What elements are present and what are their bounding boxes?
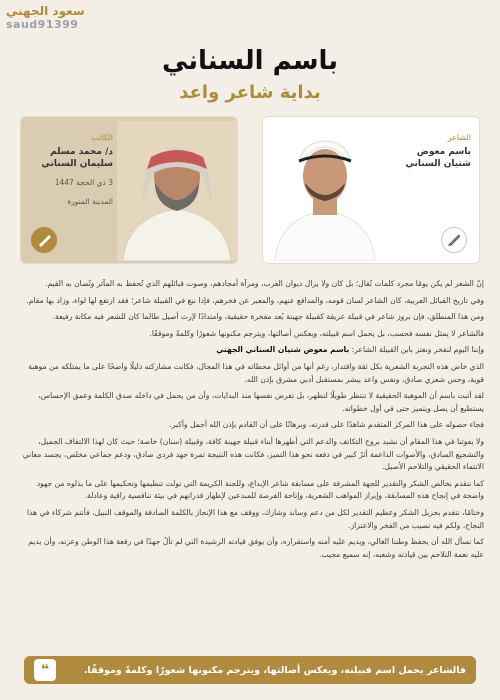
article-paragraph-11: وختامًا، نتقدم بجزيل الشكر وعظيم التقدير لكل من دعم وساند وشارك، ووقف مع هذا الإنجاز بالكلمة الصادقة والموقف النبيل، فأنتم شركاء في هذا النجاح، ولكم فيه نصيب من الفخر والاعتزاز. <box>26 507 484 530</box>
page-subtitle: بداية شاعر واعد <box>179 82 321 103</box>
writer-role: الكاتب <box>91 133 113 142</box>
pen-icon <box>31 227 57 253</box>
poet-role: الشاعر <box>447 133 471 142</box>
writer-name-line2: سليمان السناني <box>41 159 113 170</box>
poet-photo <box>265 121 385 261</box>
poet-name-line1: باسم معوض <box>416 147 471 157</box>
poet-full-name: باسم معوض شتيان السناني الجهني <box>216 345 350 355</box>
watermark-handle: saud91399 <box>6 18 79 31</box>
article-paragraph-8: فجاء حصوله على هذا المركز المتقدم شاهدًا على قدرته، وبرهانًا على أن القادم بإذن الله أجمل وأكبر. <box>169 420 484 430</box>
watermark-name: سعود الجهني <box>6 4 85 18</box>
watermark <box>6 4 85 31</box>
article-paragraph-1: إنّ الشعر لم يكن يومًا مجرد كلمات تُقال؛ بل كان ولا يزال ديوان العرب، ومرآة أمجادهم، وصوت قبائلهم الذي تُحفظ به المآثر وتُصان به القيم. <box>45 279 484 288</box>
article-paragraph-5-lead: وإننا اليوم لنفخر ونعتز بابن القبيلة الشاعر: <box>349 345 484 355</box>
writer-name-line1: د/ محمد مسلم <box>50 147 113 157</box>
writer-date: 3 ذي الحجة 1447 <box>54 178 113 188</box>
article-paragraph-7: لقد أثبت باسم أن الموهبة الحقيقية لا تنتظر طويلًا لتظهر، بل تفرض نفسها منذ البدايات، وأن من يحمل في داخله صدق الكلمة وعمق الإحساس، يستطيع أن يصل ويتميز حتى في أول خطواته. <box>38 391 484 413</box>
quote-banner <box>24 656 476 684</box>
poet-info <box>371 133 471 170</box>
quote-icon: ❝ <box>34 659 56 681</box>
article-paragraph-12: كما نسأل الله أن يحفظ وطننا الغالي، ويديم عليه أمنه واستقراره، وأن يوفق قيادته الرشيدة التي لم تألُ جهدًا في رفعة هذا الوطن وعزته، وأن يديم عليه نعمة التلاحم بين قيادته وشعبه، إنه سميع مجيب. <box>28 537 484 559</box>
writer-info <box>20 133 113 207</box>
writer-card <box>20 116 238 264</box>
article-paragraph-6: الذي خاض هذه التجربة الشعرية بكل ثقة واقتدار، رغم أنها من أوائل محطاته في هذا المجال، فكانت مشاركته دليلًا واضحًا على ما يمتلكه من موهبة قوية، وحس شعري صادق، ونفس واعد يبشر بمستقبل أدبي مشرق بإذن الله. <box>28 361 484 384</box>
article-paragraph-4: فالشاعر لا يمثل نفسه فحسب، بل يحمل اسم قبيلته، ويعكس أصالتها، ويترجم مكنونها شعورًا وكلمةً وموقفًا. <box>149 328 484 338</box>
poet-name-line2: شتيان السناني <box>405 159 471 170</box>
quote-banner-text: فالشاعر يحمل اسم قبيلته، ويعكس أصالتها، ويترجم مكنونها شعورًا وكلمةً وموقفًا. <box>83 664 466 676</box>
article-body <box>16 278 484 565</box>
article-paragraph-9: ولا يفوتنا في هذا المقام أن نشيد بروح التكاتف والدعم التي أظهرها أبناء قبيلة جهينة كافة، وقبيلة (سنان) خاصة؛ حيث كان لهذا الالتفاف الجميل، والتشجيع الصادق، والأصوات الداعمة أثرٌ كبير في دفعه نحو هذا التميز، فكانت هذه النتيجة ثمرة جهد فردي صادق، ودعم جماعي مخلص، يجسد معاني الانتماء الحقيقي والتلاحم الأصيل. <box>22 436 484 472</box>
article-paragraph-5 <box>16 344 484 357</box>
poet-card <box>262 116 480 264</box>
writer-place: المدينة المنورة <box>67 196 113 206</box>
writer-photo <box>117 121 237 261</box>
page-title: باسم السناني <box>161 46 339 76</box>
article-paragraph-3: ومن هذا المنطلق، فإن بروز شاعر في قبيلة عريقة كقبيلة جهينة يُعد مفخرة حقيقية، وامتدادًا لإرث أصيل طالما كان للشعر فيه مكانة رفيعة. <box>52 312 484 322</box>
article-paragraph-10: كما نتقدم بخالص الشكر والتقدير للجهة المشرفة على مسابقة شاعر الإبداع، وللجنة الكريمة التي تولت تنظيمها وتحكيمها على ما بذلوه من جهود واضحة في إنجاح هذه المسابقة، وإبراز المواهب الشعرية، وإتاحة الفرصة للمبدعين لإظهار قدراتهم في بيئة تنافسية راقية وعادلة. <box>36 478 484 501</box>
article-paragraph-2: وفي تاريخ القبائل العربية، كان الشاعر لسان قومه، والمدافع عنهم، والمعبر عن فخرهم، فإذا نبغ في القبيلة شاعر؛ فقد ارتفع لها لواء، وزاد بها مقام. <box>26 295 484 305</box>
feather-pen-icon <box>441 227 467 253</box>
